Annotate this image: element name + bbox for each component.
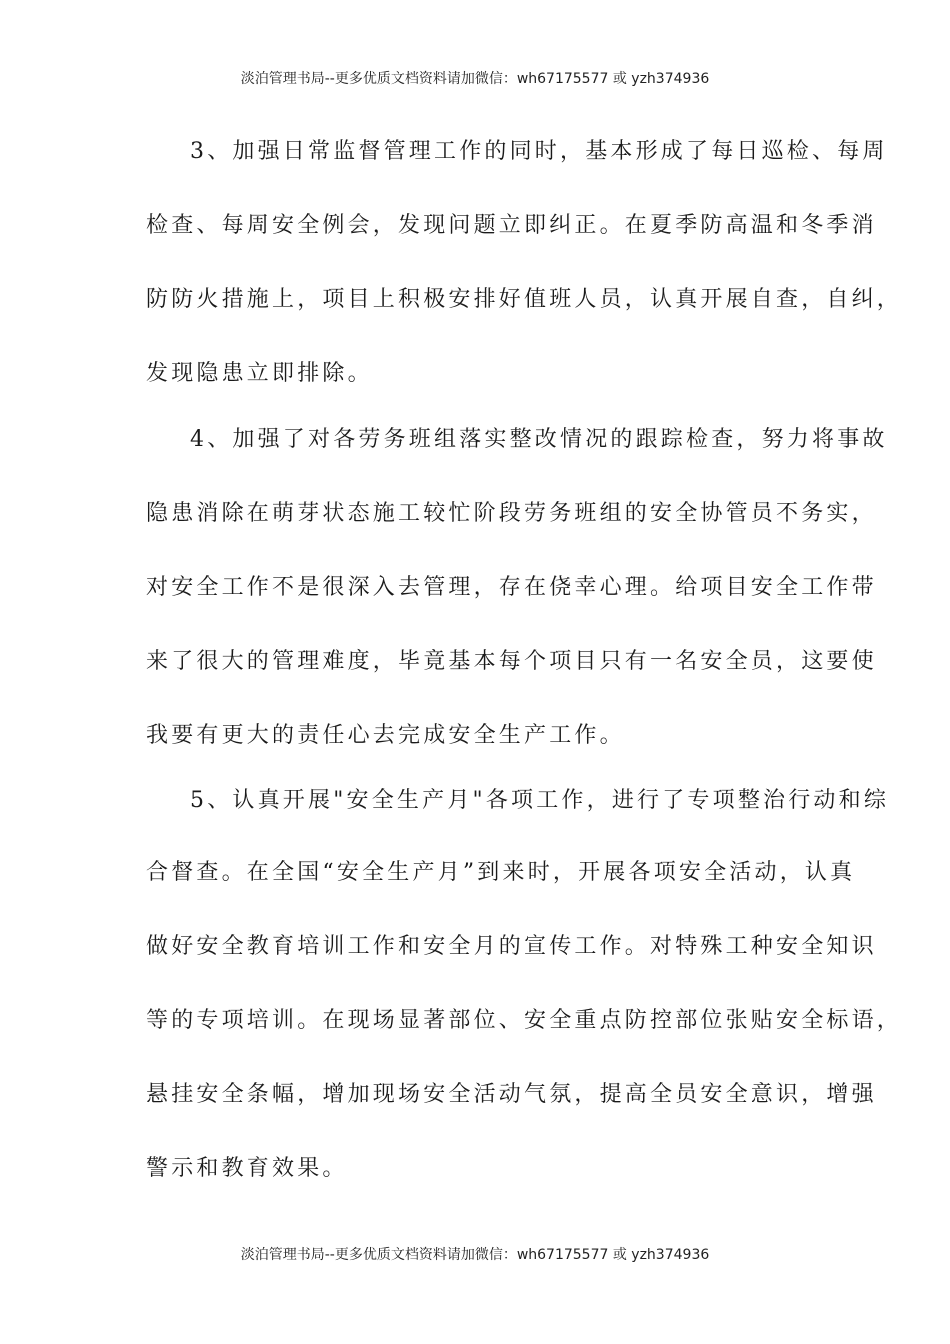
paragraph-5-line-4: 等的专项培训。在现场显著部位、安全重点防控部位张贴安全标语， xyxy=(146,1008,903,1033)
paragraph-5-line-5: 悬挂安全条幅，增加现场安全活动气氛，提高全员安全意识，增强 xyxy=(146,1082,877,1107)
paragraph-4-line-4: 来了很大的管理难度，毕竟基本每个项目只有一名安全员，这要使 xyxy=(146,649,877,674)
paragraph-3-line-4: 发现隐患立即排除。 xyxy=(146,361,373,386)
paragraph-3-line-2: 检查、每周安全例会，发现问题立即纠正。在夏季防高温和冬季消 xyxy=(146,213,877,238)
paragraph-4-line-3: 对安全工作不是很深入去管理，存在侥幸心理。给项目安全工作带 xyxy=(146,575,877,600)
paragraph-4-line-2: 隐患消除在萌芽状态施工较忙阶段劳务班组的安全协管员不务实， xyxy=(146,501,877,526)
paragraph-4-line-1: 4、加强了对各劳务班组落实整改情况的跟踪检查，努力将事故 xyxy=(190,427,888,452)
page-footer: 淡泊管理书局--更多优质文档资料请加微信：wh67175577 或 yzh374936 xyxy=(240,1247,710,1263)
paragraph-3-line-3: 防防火措施上，项目上积极安排好值班人员，认真开展自查，自纠， xyxy=(146,287,903,312)
paragraph-5-line-6: 警示和教育效果。 xyxy=(146,1156,348,1181)
paragraph-5-line-2: 合督查。在全国“安全生产月”到来时，开展各项安全活动，认真 xyxy=(146,860,856,885)
paragraph-3-line-1: 3、加强日常监督管理工作的同时，基本形成了每日巡检、每周 xyxy=(190,139,888,164)
paragraph-4-line-5: 我要有更大的责任心去完成安全生产工作。 xyxy=(146,723,625,748)
paragraph-5-line-1: 5、认真开展"安全生产月"各项工作，进行了专项整治行动和综 xyxy=(190,788,890,813)
page-header: 淡泊管理书局--更多优质文档资料请加微信：wh67175577 或 yzh374936 xyxy=(240,71,710,87)
paragraph-5-line-3: 做好安全教育培训工作和安全月的宣传工作。对特殊工种安全知识 xyxy=(146,934,877,959)
